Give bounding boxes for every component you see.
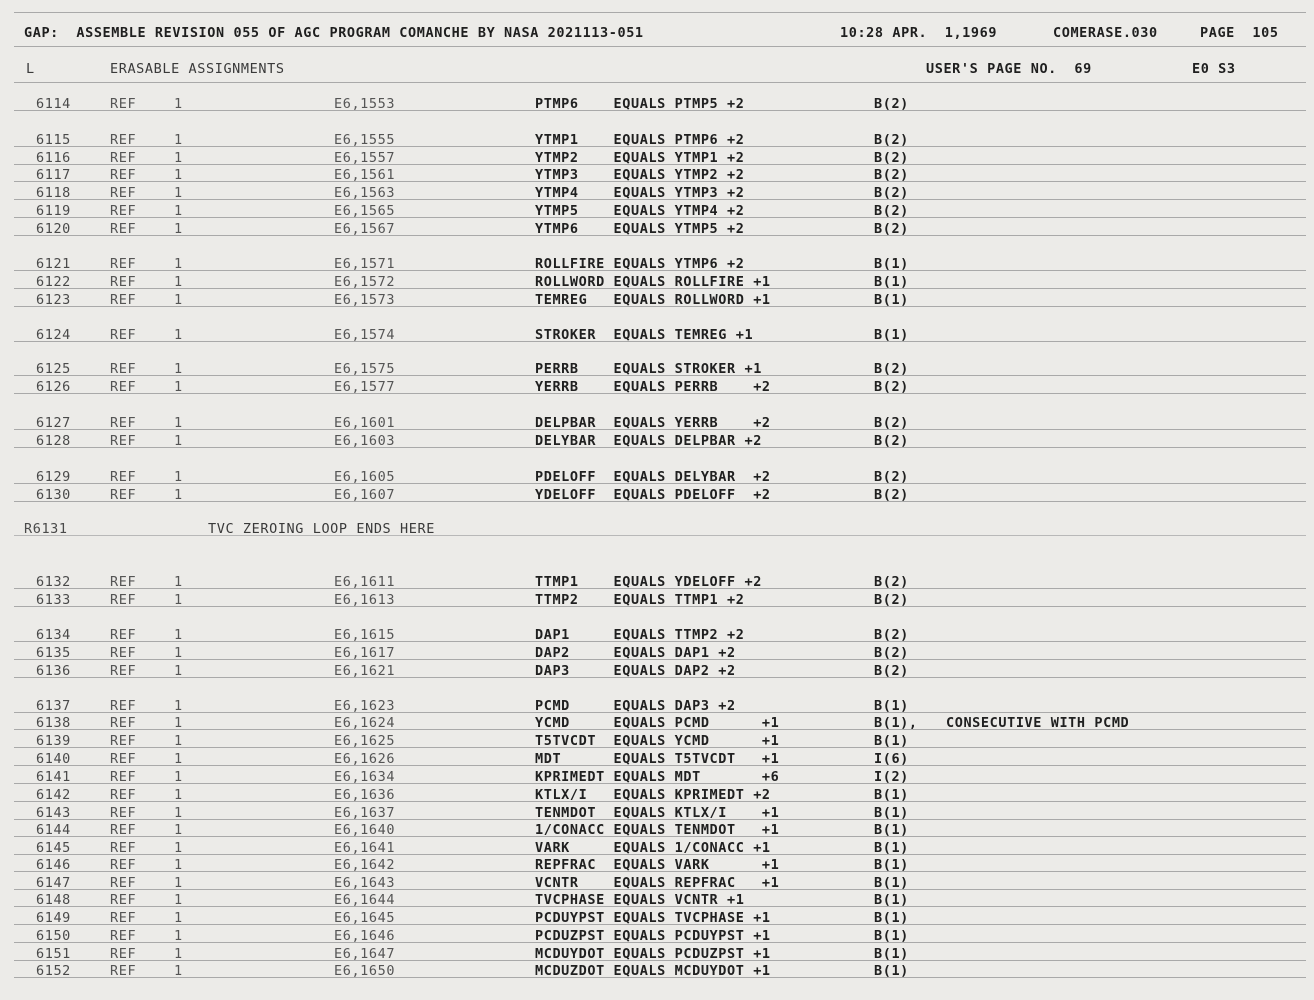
source-statement: MCDUZDOT EQUALS MCDUYDOT +1 bbox=[535, 963, 771, 979]
erasable-address: E6,1626 bbox=[334, 751, 396, 767]
source-statement: MDT EQUALS T5TVCDT +1 bbox=[535, 751, 780, 767]
erasable-address: E6,1647 bbox=[334, 946, 396, 962]
line-number: 6147 bbox=[36, 875, 71, 891]
storage-type: B(1) bbox=[874, 256, 909, 272]
source-statement: DAP1 EQUALS TTMP2 +2 bbox=[535, 627, 745, 643]
ref-label: REF bbox=[110, 751, 137, 767]
listing-row bbox=[0, 415, 1314, 433]
ref-label: REF bbox=[110, 433, 137, 449]
ref-label: REF bbox=[110, 627, 137, 643]
storage-type: B(2) bbox=[874, 592, 909, 608]
source-statement: TTMP2 EQUALS TTMP1 +2 bbox=[535, 592, 745, 608]
line-number: 6120 bbox=[36, 221, 71, 237]
line-number: 6140 bbox=[36, 751, 71, 767]
storage-type: B(2) bbox=[874, 221, 909, 237]
source-statement: PERRB EQUALS STROKER +1 bbox=[535, 361, 762, 377]
erasable-address: E6,1553 bbox=[334, 96, 396, 112]
erasable-address: E6,1625 bbox=[334, 733, 396, 749]
erasable-address: E6,1641 bbox=[334, 840, 396, 856]
storage-type: B(1) bbox=[874, 946, 909, 962]
erasable-address: E6,1563 bbox=[334, 185, 396, 201]
storage-type: B(1) bbox=[874, 787, 909, 803]
erasable-address: E6,1575 bbox=[334, 361, 396, 377]
line-number: 6130 bbox=[36, 487, 71, 503]
line-number: 6124 bbox=[36, 327, 71, 343]
line-number: 6115 bbox=[36, 132, 71, 148]
erasable-address: E6,1605 bbox=[334, 469, 396, 485]
listing-row bbox=[0, 751, 1314, 769]
line-number: 6143 bbox=[36, 805, 71, 821]
source-statement: 1/CONACC EQUALS TENMDOT +1 bbox=[535, 822, 780, 838]
listing-row bbox=[0, 150, 1314, 168]
listing-row bbox=[0, 875, 1314, 893]
ref-label: REF bbox=[110, 256, 137, 272]
erasable-address: E6,1571 bbox=[334, 256, 396, 272]
listing-row bbox=[0, 663, 1314, 681]
line-number: 6119 bbox=[36, 203, 71, 219]
erasable-address: E6,1624 bbox=[334, 715, 396, 731]
erasable-address: E6,1557 bbox=[334, 150, 396, 166]
line-number: 6117 bbox=[36, 167, 71, 183]
listing-row bbox=[0, 910, 1314, 928]
listing-row bbox=[0, 469, 1314, 487]
line-number: 6139 bbox=[36, 733, 71, 749]
listing-row bbox=[0, 433, 1314, 451]
line-number: 6142 bbox=[36, 787, 71, 803]
erasable-address: E6,1601 bbox=[334, 415, 396, 431]
ref-count: 1 bbox=[174, 167, 183, 183]
source-statement: MCDUYDOT EQUALS PCDUZPST +1 bbox=[535, 946, 771, 962]
erasable-address: E6,1644 bbox=[334, 892, 396, 908]
assembly-title: GAP: ASSEMBLE REVISION 055 OF AGC PROGRAM COMANCHE BY NASA 2021113-051 bbox=[24, 25, 644, 41]
ref-label: REF bbox=[110, 645, 137, 661]
ref-label: REF bbox=[110, 292, 137, 308]
source-statement: VARK EQUALS 1/CONACC +1 bbox=[535, 840, 771, 856]
ref-count: 1 bbox=[174, 327, 183, 343]
header-l-marker: L bbox=[26, 61, 35, 77]
source-statement: YTMP4 EQUALS YTMP3 +2 bbox=[535, 185, 745, 201]
line-number: 6125 bbox=[36, 361, 71, 377]
source-statement: KPRIMEDT EQUALS MDT +6 bbox=[535, 769, 780, 785]
ref-count: 1 bbox=[174, 840, 183, 856]
erasable-address: E6,1611 bbox=[334, 574, 396, 590]
ref-count: 1 bbox=[174, 857, 183, 873]
ref-count: 1 bbox=[174, 185, 183, 201]
erasable-address: E6,1640 bbox=[334, 822, 396, 838]
ref-count: 1 bbox=[174, 822, 183, 838]
listing-row bbox=[0, 963, 1314, 981]
storage-type: B(1) bbox=[874, 928, 909, 944]
row-comment: CONSECUTIVE WITH PCMD bbox=[946, 715, 1130, 731]
listing-row bbox=[0, 698, 1314, 716]
ref-label: REF bbox=[110, 327, 137, 343]
ref-count: 1 bbox=[174, 946, 183, 962]
listing-row bbox=[0, 167, 1314, 185]
erasable-address: E6,1634 bbox=[334, 769, 396, 785]
ref-count: 1 bbox=[174, 805, 183, 821]
listing-row bbox=[0, 203, 1314, 221]
storage-type: B(1), bbox=[874, 715, 918, 731]
source-statement: DELYBAR EQUALS DELPBAR +2 bbox=[535, 433, 762, 449]
source-statement: TVCPHASE EQUALS VCNTR +1 bbox=[535, 892, 745, 908]
line-number: 6135 bbox=[36, 645, 71, 661]
ref-label: REF bbox=[110, 875, 137, 891]
line-number: 6146 bbox=[36, 857, 71, 873]
ref-count: 1 bbox=[174, 663, 183, 679]
erasable-address: E6,1555 bbox=[334, 132, 396, 148]
erasable-address: E6,1577 bbox=[334, 379, 396, 395]
storage-type: B(2) bbox=[874, 433, 909, 449]
ref-label: REF bbox=[110, 469, 137, 485]
listing-row bbox=[0, 946, 1314, 964]
listing-row bbox=[0, 928, 1314, 946]
ref-count: 1 bbox=[174, 132, 183, 148]
line-number: 6148 bbox=[36, 892, 71, 908]
erasable-address: E6,1615 bbox=[334, 627, 396, 643]
ref-label: REF bbox=[110, 361, 137, 377]
source-statement: PDELOFF EQUALS DELYBAR +2 bbox=[535, 469, 771, 485]
line-number: 6127 bbox=[36, 415, 71, 431]
ref-count: 1 bbox=[174, 892, 183, 908]
listing-row bbox=[0, 892, 1314, 910]
listing-row bbox=[0, 185, 1314, 203]
storage-type: B(2) bbox=[874, 469, 909, 485]
header-top-rule bbox=[14, 12, 1306, 13]
source-statement: DAP2 EQUALS DAP1 +2 bbox=[535, 645, 736, 661]
listing-row bbox=[0, 592, 1314, 610]
file-name: COMERASE.030 bbox=[1053, 25, 1158, 41]
listing-row bbox=[0, 327, 1314, 345]
ref-label: REF bbox=[110, 963, 137, 979]
listing-row bbox=[0, 292, 1314, 310]
source-statement: YERRB EQUALS PERRB +2 bbox=[535, 379, 771, 395]
source-statement: DELPBAR EQUALS YERRB +2 bbox=[535, 415, 771, 431]
ref-count: 1 bbox=[174, 292, 183, 308]
storage-type: B(1) bbox=[874, 875, 909, 891]
ref-count: 1 bbox=[174, 928, 183, 944]
listing-row bbox=[0, 857, 1314, 875]
listing-row bbox=[0, 715, 1314, 733]
remark-row bbox=[0, 521, 1314, 539]
storage-type: B(1) bbox=[874, 892, 909, 908]
ref-count: 1 bbox=[174, 627, 183, 643]
ref-label: REF bbox=[110, 487, 137, 503]
listing-row bbox=[0, 274, 1314, 292]
listing-row bbox=[0, 769, 1314, 787]
listing-row bbox=[0, 805, 1314, 823]
line-number: 6128 bbox=[36, 433, 71, 449]
ref-count: 1 bbox=[174, 733, 183, 749]
erasable-address: E6,1574 bbox=[334, 327, 396, 343]
ref-count: 1 bbox=[174, 150, 183, 166]
erasable-address: E6,1561 bbox=[334, 167, 396, 183]
storage-type: B(2) bbox=[874, 415, 909, 431]
storage-type: B(2) bbox=[874, 132, 909, 148]
line-number: 6149 bbox=[36, 910, 71, 926]
storage-type: B(1) bbox=[874, 840, 909, 856]
ref-label: REF bbox=[110, 592, 137, 608]
ref-count: 1 bbox=[174, 751, 183, 767]
storage-type: B(2) bbox=[874, 167, 909, 183]
listing-row bbox=[0, 787, 1314, 805]
ref-count: 1 bbox=[174, 910, 183, 926]
assembly-timestamp: 10:28 APR. 1,1969 bbox=[840, 25, 998, 41]
line-number: 6116 bbox=[36, 150, 71, 166]
line-number: 6132 bbox=[36, 574, 71, 590]
listing-row bbox=[0, 627, 1314, 645]
ref-label: REF bbox=[110, 698, 137, 714]
storage-type: B(1) bbox=[874, 963, 909, 979]
storage-type: B(2) bbox=[874, 203, 909, 219]
storage-type: B(1) bbox=[874, 857, 909, 873]
header-bottom-rule bbox=[14, 82, 1306, 83]
source-statement: DAP3 EQUALS DAP2 +2 bbox=[535, 663, 736, 679]
erasable-address: E6,1642 bbox=[334, 857, 396, 873]
bank-code: E0 S3 bbox=[1192, 61, 1236, 77]
erasable-address: E6,1650 bbox=[334, 963, 396, 979]
ref-count: 1 bbox=[174, 221, 183, 237]
storage-type: I(2) bbox=[874, 769, 909, 785]
storage-type: B(1) bbox=[874, 733, 909, 749]
line-number: 6123 bbox=[36, 292, 71, 308]
storage-type: B(1) bbox=[874, 822, 909, 838]
listing-row bbox=[0, 132, 1314, 150]
listing-row bbox=[0, 645, 1314, 663]
ref-count: 1 bbox=[174, 203, 183, 219]
source-statement: PCDUZPST EQUALS PCDUYPST +1 bbox=[535, 928, 771, 944]
listing-row bbox=[0, 221, 1314, 239]
page-number: PAGE 105 bbox=[1200, 25, 1279, 41]
source-statement: YTMP5 EQUALS YTMP4 +2 bbox=[535, 203, 745, 219]
line-number: 6121 bbox=[36, 256, 71, 272]
source-statement: YTMP2 EQUALS YTMP1 +2 bbox=[535, 150, 745, 166]
line-number: 6122 bbox=[36, 274, 71, 290]
ref-label: REF bbox=[110, 132, 137, 148]
ref-label: REF bbox=[110, 928, 137, 944]
ref-label: REF bbox=[110, 379, 137, 395]
storage-type: B(1) bbox=[874, 274, 909, 290]
storage-type: B(2) bbox=[874, 487, 909, 503]
storage-type: B(2) bbox=[874, 645, 909, 661]
erasable-address: E6,1645 bbox=[334, 910, 396, 926]
erasable-address: E6,1607 bbox=[334, 487, 396, 503]
source-statement: TENMDOT EQUALS KTLX/I +1 bbox=[535, 805, 780, 821]
ref-count: 1 bbox=[174, 787, 183, 803]
ref-label: REF bbox=[110, 150, 137, 166]
erasable-address: E6,1573 bbox=[334, 292, 396, 308]
line-number: 6150 bbox=[36, 928, 71, 944]
remark-text: TVC ZEROING LOOP ENDS HERE bbox=[208, 521, 435, 537]
source-statement: VCNTR EQUALS REPFRAC +1 bbox=[535, 875, 780, 891]
ref-label: REF bbox=[110, 892, 137, 908]
section-title: ERASABLE ASSIGNMENTS bbox=[110, 61, 285, 77]
line-number: 6126 bbox=[36, 379, 71, 395]
source-statement: PTMP6 EQUALS PTMP5 +2 bbox=[535, 96, 745, 112]
storage-type: B(2) bbox=[874, 96, 909, 112]
storage-type: B(2) bbox=[874, 574, 909, 590]
listing-row bbox=[0, 361, 1314, 379]
ref-label: REF bbox=[110, 221, 137, 237]
line-number: 6144 bbox=[36, 822, 71, 838]
storage-type: I(6) bbox=[874, 751, 909, 767]
erasable-address: E6,1621 bbox=[334, 663, 396, 679]
line-number: 6138 bbox=[36, 715, 71, 731]
ref-count: 1 bbox=[174, 415, 183, 431]
ref-label: REF bbox=[110, 805, 137, 821]
listing-row bbox=[0, 733, 1314, 751]
storage-type: B(2) bbox=[874, 379, 909, 395]
ref-count: 1 bbox=[174, 274, 183, 290]
listing-row bbox=[0, 840, 1314, 858]
line-number: 6133 bbox=[36, 592, 71, 608]
storage-type: B(1) bbox=[874, 698, 909, 714]
erasable-address: E6,1636 bbox=[334, 787, 396, 803]
ref-label: REF bbox=[110, 787, 137, 803]
source-statement: KTLX/I EQUALS KPRIMEDT +2 bbox=[535, 787, 771, 803]
ref-label: REF bbox=[110, 96, 137, 112]
ref-label: REF bbox=[110, 910, 137, 926]
source-statement: YTMP6 EQUALS YTMP5 +2 bbox=[535, 221, 745, 237]
storage-type: B(2) bbox=[874, 627, 909, 643]
ref-count: 1 bbox=[174, 379, 183, 395]
line-number: 6136 bbox=[36, 663, 71, 679]
storage-type: B(1) bbox=[874, 910, 909, 926]
ref-label: REF bbox=[110, 946, 137, 962]
erasable-address: E6,1646 bbox=[334, 928, 396, 944]
line-number: 6129 bbox=[36, 469, 71, 485]
ref-count: 1 bbox=[174, 256, 183, 272]
source-statement: STROKER EQUALS TEMREG +1 bbox=[535, 327, 754, 343]
source-statement: YDELOFF EQUALS PDELOFF +2 bbox=[535, 487, 771, 503]
header-mid-rule bbox=[14, 46, 1306, 47]
ref-count: 1 bbox=[174, 592, 183, 608]
storage-type: B(1) bbox=[874, 292, 909, 308]
ref-label: REF bbox=[110, 574, 137, 590]
remark-line-number: R6131 bbox=[24, 521, 68, 537]
source-statement: TEMREG EQUALS ROLLWORD +1 bbox=[535, 292, 771, 308]
erasable-address: E6,1565 bbox=[334, 203, 396, 219]
ref-label: REF bbox=[110, 857, 137, 873]
source-statement: ROLLFIRE EQUALS YTMP6 +2 bbox=[535, 256, 745, 272]
source-statement: PCMD EQUALS DAP3 +2 bbox=[535, 698, 736, 714]
ref-count: 1 bbox=[174, 963, 183, 979]
line-number: 6114 bbox=[36, 96, 71, 112]
ref-label: REF bbox=[110, 769, 137, 785]
source-statement: YCMD EQUALS PCMD +1 bbox=[535, 715, 780, 731]
storage-type: B(2) bbox=[874, 663, 909, 679]
erasable-address: E6,1637 bbox=[334, 805, 396, 821]
ref-label: REF bbox=[110, 185, 137, 201]
source-statement: TTMP1 EQUALS YDELOFF +2 bbox=[535, 574, 762, 590]
erasable-address: E6,1623 bbox=[334, 698, 396, 714]
source-statement: PCDUYPST EQUALS TVCPHASE +1 bbox=[535, 910, 771, 926]
ref-count: 1 bbox=[174, 715, 183, 731]
erasable-address: E6,1603 bbox=[334, 433, 396, 449]
erasable-address: E6,1643 bbox=[334, 875, 396, 891]
ref-label: REF bbox=[110, 415, 137, 431]
erasable-address: E6,1567 bbox=[334, 221, 396, 237]
listing-row bbox=[0, 822, 1314, 840]
ref-count: 1 bbox=[174, 875, 183, 891]
ref-label: REF bbox=[110, 733, 137, 749]
ref-count: 1 bbox=[174, 469, 183, 485]
ref-label: REF bbox=[110, 203, 137, 219]
storage-type: B(2) bbox=[874, 185, 909, 201]
storage-type: B(2) bbox=[874, 361, 909, 377]
source-statement: REPFRAC EQUALS VARK +1 bbox=[535, 857, 780, 873]
line-number: 6137 bbox=[36, 698, 71, 714]
ref-label: REF bbox=[110, 840, 137, 856]
ref-count: 1 bbox=[174, 433, 183, 449]
ref-count: 1 bbox=[174, 487, 183, 503]
storage-type: B(1) bbox=[874, 327, 909, 343]
ref-label: REF bbox=[110, 822, 137, 838]
ref-label: REF bbox=[110, 715, 137, 731]
line-number: 6118 bbox=[36, 185, 71, 201]
ref-label: REF bbox=[110, 663, 137, 679]
users-page-number: USER'S PAGE NO. 69 bbox=[926, 61, 1092, 77]
source-statement: ROLLWORD EQUALS ROLLFIRE +1 bbox=[535, 274, 771, 290]
source-statement: YTMP3 EQUALS YTMP2 +2 bbox=[535, 167, 745, 183]
line-number: 6152 bbox=[36, 963, 71, 979]
ref-count: 1 bbox=[174, 698, 183, 714]
listing-row bbox=[0, 379, 1314, 397]
ref-label: REF bbox=[110, 167, 137, 183]
listing-row bbox=[0, 574, 1314, 592]
ref-label: REF bbox=[110, 274, 137, 290]
storage-type: B(1) bbox=[874, 805, 909, 821]
listing-row bbox=[0, 96, 1314, 114]
storage-type: B(2) bbox=[874, 150, 909, 166]
listing-header bbox=[0, 0, 1314, 80]
line-number: 6145 bbox=[36, 840, 71, 856]
ref-count: 1 bbox=[174, 645, 183, 661]
erasable-address: E6,1613 bbox=[334, 592, 396, 608]
line-number: 6134 bbox=[36, 627, 71, 643]
line-number: 6151 bbox=[36, 946, 71, 962]
source-statement: T5TVCDT EQUALS YCMD +1 bbox=[535, 733, 780, 749]
source-statement: YTMP1 EQUALS PTMP6 +2 bbox=[535, 132, 745, 148]
listing-row bbox=[0, 256, 1314, 274]
ref-count: 1 bbox=[174, 769, 183, 785]
erasable-address: E6,1617 bbox=[334, 645, 396, 661]
ref-count: 1 bbox=[174, 361, 183, 377]
listing-row bbox=[0, 487, 1314, 505]
line-number: 6141 bbox=[36, 769, 71, 785]
erasable-address: E6,1572 bbox=[334, 274, 396, 290]
ref-count: 1 bbox=[174, 574, 183, 590]
ref-count: 1 bbox=[174, 96, 183, 112]
